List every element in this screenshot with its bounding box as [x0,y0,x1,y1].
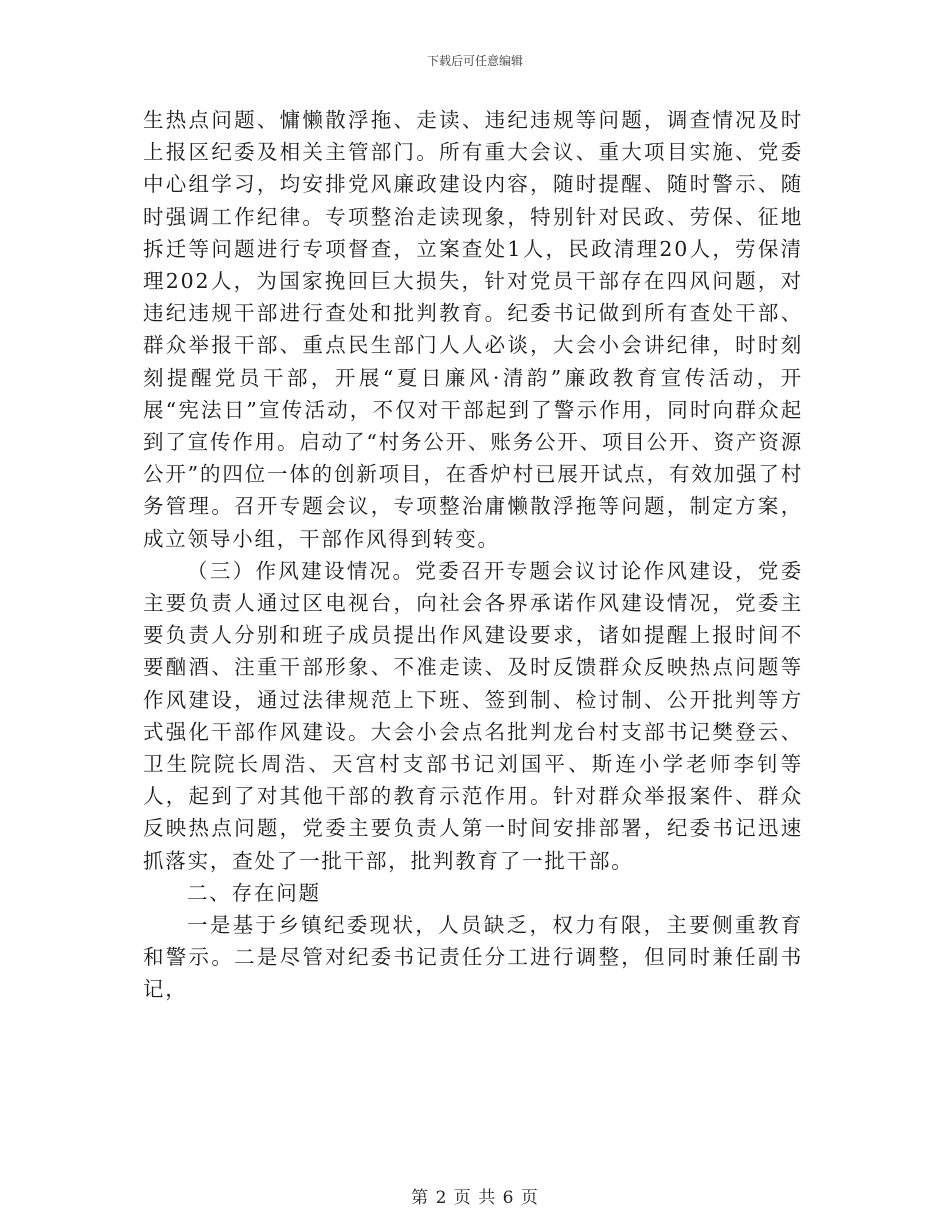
paragraph-work-style: （三）作风建设情况。党委召开专题会议讨论作风建设，党委主要负责人通过区电视台，向社会各界承诺作风建设情况，党委主要负责人分别和班子成员提出作风建设要求，诸如提醒上报时间不要酗酒、注重干部形象、不准走读、及时反馈群众反映热点问题等作风建设，通过法律规范上下班、签到制、检讨制、公开批判等方式强化干部作风建设。大会小会点名批判龙台村支部书记樊登云、卫生院院长周浩、天宫村支部书记刘国平、斯连小学老师李钊等人，起到了对其他干部的教育示范作用。针对群众举报案件、群众反映热点问题，党委主要负责人第一时间安排部署，纪委书记迅速抓落实，查处了一批干部，批判教育了一批干部。 [143,558,803,873]
page-header: 下载后可任意编辑 [426,54,523,68]
section-heading-problems: 二、存在问题 [187,880,321,905]
page-footer: 第 2 页 共 6 页 [411,1188,539,1208]
document-body [143,104,803,1006]
paragraph-problems: 一是基于乡镇纪委现状，人员缺乏，权力有限，主要侧重教育和警示。二是尽管对纪委书记责任分工进行调整，但同时兼任副书记， [143,913,803,1002]
paragraph-continued: 生热点问题、慵懒散浮拖、走读、违纪违规等问题，调查情况及时上报区纪委及相关主管部门。所有重大会议、重大项目实施、党委中心组学习，均安排党风廉政建设内容，随时提醒、随时警示、随时强调工作纪律。专项整治走读现象，特别针对民政、劳保、征地拆迁等问题进行专项督查，立案查处1人，民政清理20人，劳保清理202人，为国家挽回巨大损失，针对党员干部存在四风问题，对违纪违规干部进行查处和批判教育。纪委书记做到所有查处干部、群众举报干部、重点民生部门人人必谈，大会小会讲纪律，时时刻刻提醒党员干部，开展“夏日廉风·清韵”廉政教育宣传活动，开展“宪法日”宣传活动，不仅对干部起到了警示作用，同时向群众起到了宣传作用。启动了“村务公开、账务公开、项目公开、资产资源公开”的四位一体的创新项目，在香炉村已展开试点，有效加强了村务管理。召开专题会议，专项整治庸懒散浮拖等问题，制定方案，成立领导小组，干部作风得到转变。 [143,108,803,551]
